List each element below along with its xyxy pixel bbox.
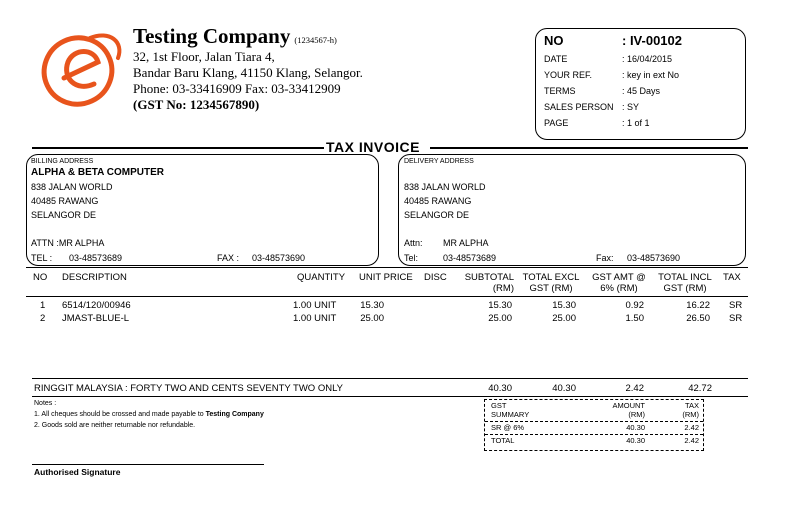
info-ref-label: YOUR REF. (544, 70, 593, 80)
billing-tel-label: TEL : (31, 253, 53, 263)
item-incl: 26.50 (686, 313, 710, 324)
signature-line (32, 464, 264, 465)
notes-line-1-company: Testing Company (205, 411, 264, 418)
col-incl-1: TOTAL INCL (658, 272, 712, 283)
billing-line-1: 838 JALAN WORLD (31, 182, 113, 192)
gst-summary-row-label: SR @ 6% (491, 423, 525, 432)
delivery-attn-label: Attn: (404, 238, 423, 248)
item-gst: 0.92 (625, 300, 644, 311)
item-excl: 25.00 (552, 313, 576, 324)
delivery-attn: MR ALPHA (443, 238, 489, 248)
item-unit-price: 25.00 (360, 313, 384, 324)
delivery-line-2: 40485 RAWANG (404, 196, 472, 206)
item-tax: SR (729, 300, 743, 311)
info-date-value: : 16/04/2015 (622, 54, 673, 64)
col-gst-2: 6% (RM) (600, 283, 638, 294)
gst-summary-h1a: GST (491, 401, 507, 410)
company-address-1: 32, 1st Floor, Jalan Tiara 4, (133, 49, 275, 64)
delivery-line-3: SELANGOR DE (404, 210, 470, 220)
gst-summary-row-amount: 40.30 (626, 423, 645, 432)
col-no: NO (33, 272, 48, 283)
col-desc: DESCRIPTION (62, 272, 127, 283)
billing-heading: BILLING ADDRESS (31, 158, 94, 165)
delivery-fax: 03-48573690 (627, 253, 681, 263)
item-qty: 1.00 UNIT (293, 300, 337, 311)
item-no: 2 (40, 313, 46, 324)
col-unit-price: UNIT PRICE (359, 272, 413, 283)
gst-summary-h2a: AMOUNT (612, 401, 645, 410)
gst-summary-h2b: (RM) (628, 410, 645, 419)
info-terms-value: : 45 Days (622, 86, 661, 96)
notes-heading: Notes : (34, 400, 57, 407)
company-gst-no: (GST No: 1234567890) (133, 97, 260, 112)
delivery-address-box (398, 154, 746, 266)
gst-summary-h1b: SUMMARY (491, 410, 530, 419)
signature-label: Authorised Signature (34, 467, 121, 477)
billing-attn: ATTN :MR ALPHA (31, 238, 105, 248)
item-incl: 16.22 (686, 300, 710, 311)
delivery-heading: DELIVERY ADDRESS (404, 158, 474, 165)
col-gst-1: GST AMT @ (592, 272, 646, 283)
gst-summary-row-tax: 2.42 (684, 423, 699, 432)
table-header-bottom-rule (26, 296, 748, 297)
info-ref-value: : key in ext No (622, 70, 680, 80)
col-excl-1: TOTAL EXCL (522, 272, 580, 283)
billing-name: ALPHA & BETA COMPUTER (31, 167, 164, 178)
total-incl: 42.72 (688, 383, 712, 394)
item-subtotal: 15.30 (488, 300, 512, 311)
gst-summary-total-amount: 40.30 (626, 436, 645, 445)
title-rule-right (430, 147, 748, 149)
total-excl: 40.30 (552, 383, 576, 394)
delivery-tel-label: Tel: (404, 253, 419, 263)
table-header-top-rule (26, 267, 748, 268)
notes-line-2: 2. Goods sold are neither returnable nor refundable. (34, 422, 196, 429)
info-page-label: PAGE (544, 118, 569, 128)
gst-summary-total-label: TOTAL (491, 436, 515, 445)
col-subtotal-1: SUBTOTAL (464, 272, 514, 283)
item-unit-price: 15.30 (360, 300, 384, 311)
item-no: 1 (40, 300, 46, 311)
info-sales-value: : SY (622, 102, 640, 112)
info-date-label: DATE (544, 54, 568, 64)
title-rule-left (32, 147, 324, 149)
info-sales-label: SALES PERSON (544, 102, 614, 112)
billing-line-3: SELANGOR DE (31, 210, 97, 220)
billing-address-box (26, 154, 379, 266)
invoice-no-value: : IV-00102 (622, 33, 682, 48)
info-terms-label: TERMS (544, 86, 576, 96)
company-name: Testing Company (133, 24, 291, 48)
col-excl-2: GST (RM) (529, 283, 573, 294)
company-phone-fax: Phone: 03-33416909 Fax: 03-33412909 (133, 81, 341, 96)
company-header (133, 24, 363, 113)
total-gst: 2.42 (625, 383, 644, 394)
company-address-2: Bandar Baru Klang, 41150 Klang, Selangor. (133, 65, 363, 80)
billing-fax-label: FAX : (217, 253, 240, 263)
gst-summary-total-tax: 2.42 (684, 436, 699, 445)
delivery-fax-label: Fax: (596, 253, 614, 263)
notes-line-1-text: 1. All cheques should be crossed and made payable to (34, 411, 206, 418)
totals-top-rule (32, 378, 748, 379)
total-subtotal: 40.30 (488, 383, 512, 394)
document-title: TAX INVOICE (326, 139, 420, 155)
item-tax: SR (729, 313, 743, 324)
col-incl-2: GST (RM) (663, 283, 707, 294)
col-disc: DISC (424, 272, 447, 283)
info-page-value: : 1 of 1 (622, 118, 650, 128)
gst-summary-h3a: TAX (684, 401, 699, 410)
notes-line-1 (34, 411, 264, 418)
company-reg-no: (1234567-h) (294, 35, 337, 45)
item-qty: 1.00 UNIT (293, 313, 337, 324)
billing-fax: 03-48573690 (252, 253, 306, 263)
billing-line-2: 40485 RAWANG (31, 196, 99, 206)
item-excl: 15.30 (552, 300, 576, 311)
item-subtotal: 25.00 (488, 313, 512, 324)
delivery-tel: 03-48573689 (443, 253, 497, 263)
invoice-info-box (535, 28, 746, 140)
company-logo (30, 22, 126, 116)
invoice-no-label: NO (544, 33, 564, 48)
col-tax: TAX (723, 272, 741, 283)
gst-summary-h3b: (RM) (682, 410, 699, 419)
item-desc: 6514/120/00946 (62, 300, 131, 311)
billing-tel: 03-48573689 (69, 253, 123, 263)
gst-summary-table (484, 399, 704, 451)
col-subtotal-2: (RM) (492, 283, 514, 294)
amount-in-words: RINGGIT MALAYSIA : FORTY TWO AND CENTS SEVENTY TWO ONLY (34, 383, 343, 394)
item-gst: 1.50 (625, 313, 644, 324)
col-qty: QUANTITY (297, 272, 346, 283)
delivery-line-1: 838 JALAN WORLD (404, 182, 486, 192)
item-desc: JMAST-BLUE-L (62, 313, 130, 324)
totals-bottom-rule (32, 396, 748, 397)
